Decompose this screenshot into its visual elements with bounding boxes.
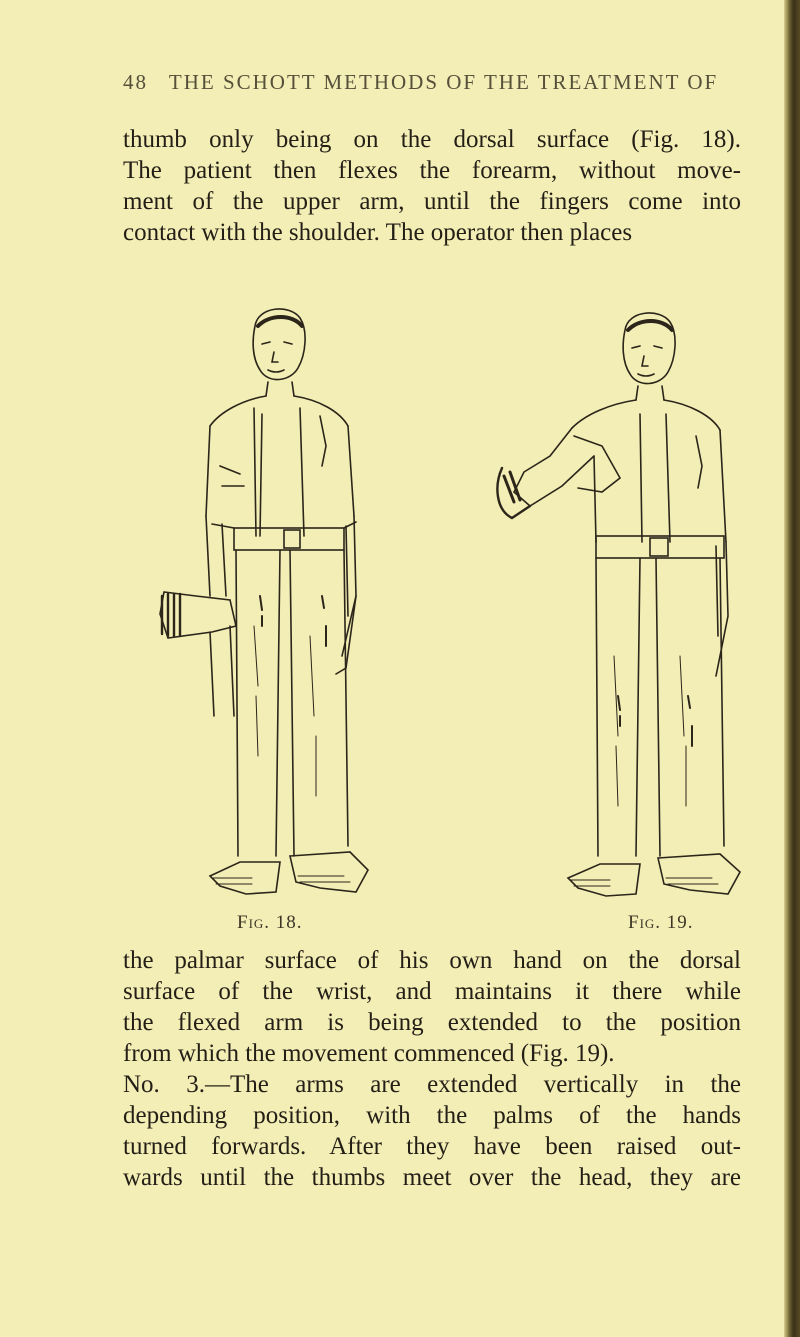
figure-18-caption: Fig. 18. bbox=[237, 912, 303, 933]
text-line: No. 3.—The arms are extended vertically in the bbox=[123, 1071, 741, 1098]
text-line: from which the movement commenced (Fig. 19). bbox=[123, 1040, 615, 1067]
text-line: The patient then flexes the forearm, without move- bbox=[123, 157, 741, 184]
text-line: contact with the shoulder. The operator then places bbox=[123, 219, 633, 246]
text-line: ment of the upper arm, until the fingers come into bbox=[123, 188, 741, 215]
text-line: the flexed arm is being extended to the position bbox=[123, 1009, 741, 1036]
page-edge bbox=[784, 0, 800, 1337]
figure-19-caption: Fig. 19. bbox=[628, 912, 694, 933]
running-head bbox=[123, 70, 743, 95]
figure-18-illustration bbox=[150, 296, 410, 908]
text-line: surface of the wrist, and maintains it there while bbox=[123, 978, 741, 1005]
text-line: the palmar surface of his own hand on the dorsal bbox=[123, 947, 741, 974]
page-number: 48 bbox=[123, 70, 148, 94]
paragraph-top bbox=[123, 124, 741, 248]
text-line: turned forwards. After they have been raised out- bbox=[123, 1133, 741, 1160]
running-title: THE SCHOTT METHODS OF THE TREATMENT OF bbox=[168, 70, 719, 94]
text-line: wards until the thumbs meet over the head, they are bbox=[123, 1164, 741, 1191]
text-line: depending position, with the palms of the hands bbox=[123, 1102, 741, 1129]
figure-19-illustration bbox=[490, 296, 775, 908]
paragraph-bottom bbox=[123, 945, 741, 1193]
text-line: thumb only being on the dorsal surface (Fig. 18). bbox=[123, 126, 741, 153]
